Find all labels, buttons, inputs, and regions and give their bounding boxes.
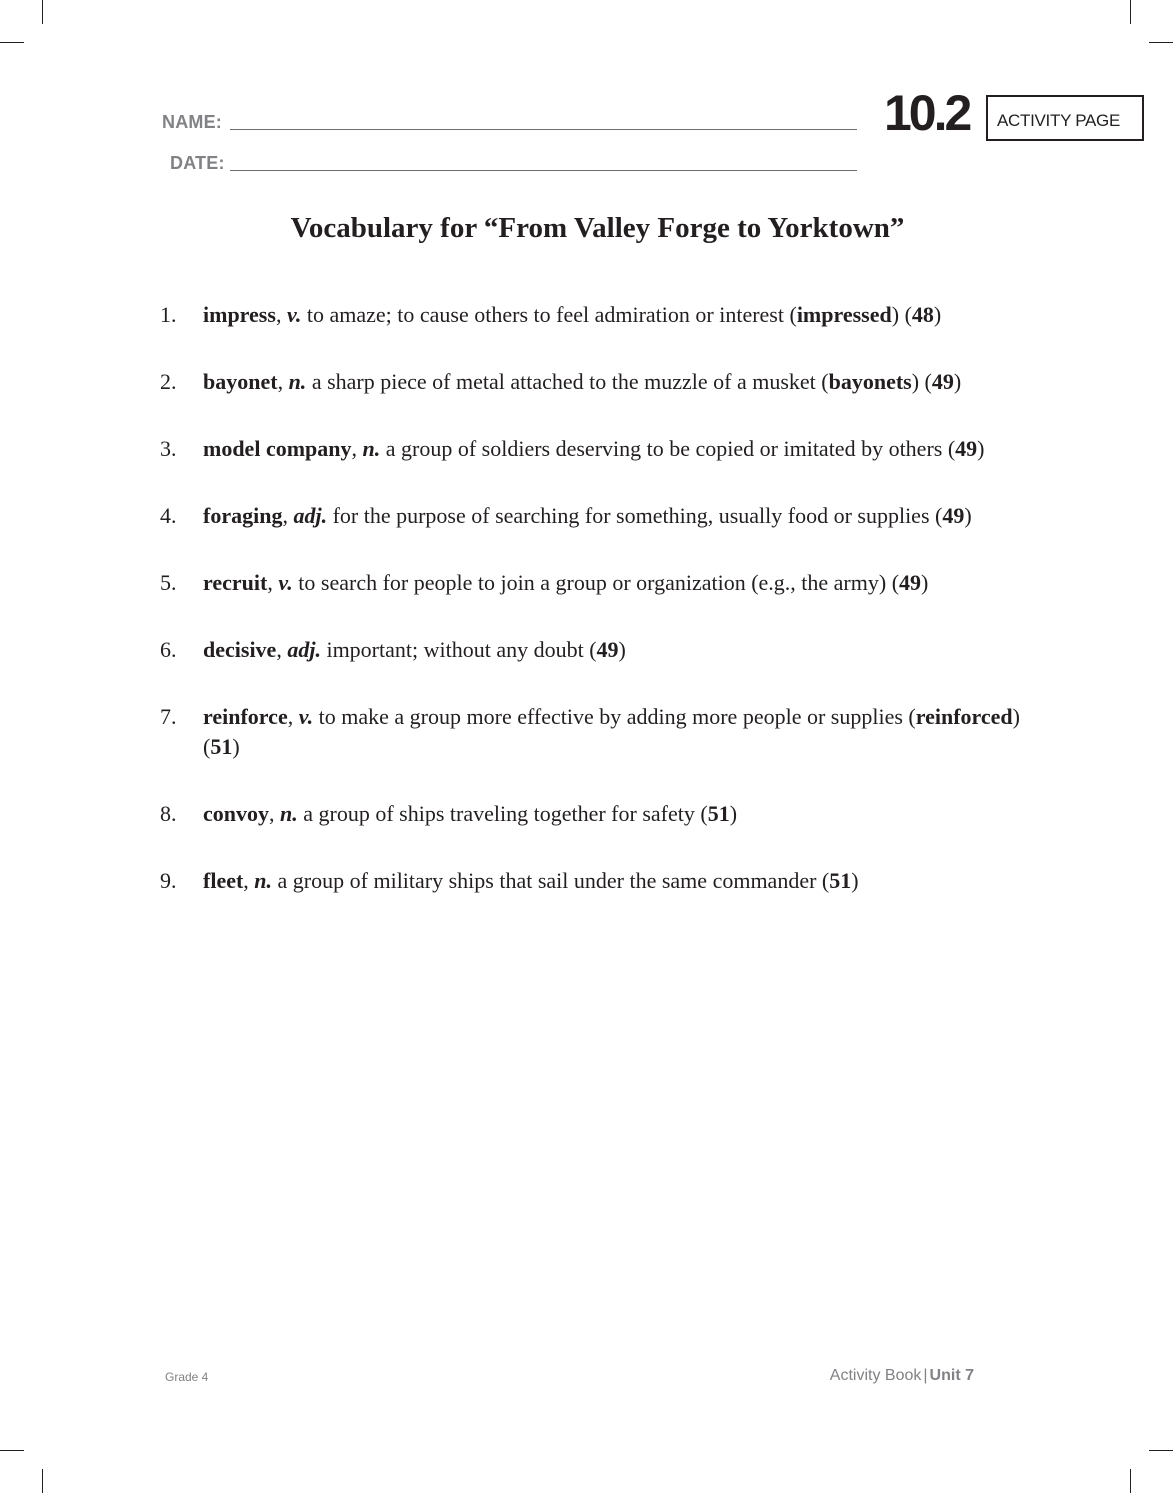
vocab-number: 9. — [160, 868, 177, 893]
vocab-item: 4. foraging, adj. for the purpose of searching for something, usually food or supplies (49) — [160, 501, 1040, 531]
name-field[interactable] — [230, 129, 857, 130]
vocab-item: 1. impress, v. to amaze; to cause others to feel admiration or interest (impressed) (48) — [160, 300, 1040, 330]
crop-mark — [0, 1450, 24, 1451]
vocab-term: reinforce — [203, 704, 288, 729]
date-label: DATE: — [170, 153, 225, 173]
vocab-definition: to search for people to join a group or organization (e.g., the army) — [298, 570, 887, 595]
vocab-term: bayonet — [203, 369, 278, 394]
vocab-definition: important; without any doubt — [326, 637, 584, 662]
vocab-item: 8. convoy, n. a group of ships traveling together for safety (51) — [160, 799, 1040, 829]
vocab-variant: reinforced — [915, 704, 1013, 729]
vocab-part-of-speech: v. — [278, 570, 293, 595]
vocab-part-of-speech: v. — [298, 704, 314, 729]
crop-mark — [1130, 1469, 1131, 1493]
vocabulary-list — [160, 300, 1040, 933]
vocab-term: decisive — [203, 637, 277, 662]
vocab-page-number: 48 — [911, 302, 934, 327]
footer-unit: Unit 7 — [929, 1367, 974, 1384]
date-field[interactable] — [230, 170, 857, 171]
vocab-item: 9. fleet, n. a group of military ships that sail under the same commander (51) — [160, 866, 1040, 896]
crop-mark — [1130, 0, 1131, 24]
name-label: NAME: — [162, 112, 222, 132]
crop-mark — [0, 42, 24, 43]
vocab-number: 6. — [160, 637, 177, 662]
vocab-number: 8. — [160, 801, 177, 826]
vocab-page-number: 49 — [955, 436, 978, 461]
footer-grade: Grade 4 — [165, 1370, 209, 1384]
vocab-part-of-speech: adj. — [287, 637, 321, 662]
crop-mark — [1149, 1450, 1173, 1451]
vocab-definition: to make a group more effective by adding more people or supplies — [318, 704, 903, 729]
vocab-term: recruit — [203, 570, 268, 595]
vocab-page-number: 49 — [931, 369, 954, 394]
vocab-term: fleet — [203, 868, 244, 893]
vocab-part-of-speech: adj. — [293, 503, 328, 528]
vocab-variant: bayonets — [828, 369, 912, 394]
page-title: Vocabulary for “From Valley Forge to Yorktown” — [290, 212, 905, 244]
activity-number: 10.2 — [884, 85, 970, 141]
crop-mark — [1149, 42, 1173, 43]
footer-book-unit — [830, 1367, 974, 1385]
vocab-page-number: 49 — [596, 637, 619, 662]
footer-separator: | — [923, 1367, 928, 1384]
vocab-page-number: 51 — [210, 734, 233, 759]
vocab-part-of-speech: n. — [254, 868, 273, 893]
vocab-number: 1. — [160, 302, 177, 327]
vocab-definition: a group of soldiers deserving to be copied or imitated by others — [385, 436, 943, 461]
activity-page-label: ACTIVITY PAGE — [986, 95, 1144, 141]
vocab-number: 3. — [160, 436, 177, 461]
vocab-item: 6. decisive, adj. important; without any doubt (49) — [160, 635, 1040, 665]
vocab-number: 4. — [160, 503, 177, 528]
vocab-item: 5. recruit, v. to search for people to join a group or organization (e.g., the army) (49) — [160, 568, 1040, 598]
vocab-item: 3. model company, n. a group of soldiers deserving to be copied or imitated by others (49) — [160, 434, 1040, 464]
vocab-page-number: 49 — [942, 503, 965, 528]
vocab-number: 2. — [160, 369, 177, 394]
vocab-item: 2. bayonet, n. a sharp piece of metal attached to the muzzle of a musket (bayonets) (49) — [160, 367, 1040, 397]
vocab-part-of-speech: n. — [288, 369, 307, 394]
vocab-variant: impressed — [796, 302, 892, 327]
vocab-term: model company — [203, 436, 352, 461]
vocab-item: 7. reinforce, v. to make a group more effective by adding more people or supplies (reinforced) (51) — [160, 704, 1020, 759]
crop-mark — [42, 1469, 43, 1493]
vocab-definition: a group of military ships that sail under the same commander — [277, 868, 817, 893]
vocab-part-of-speech: n. — [280, 801, 298, 826]
vocab-definition: a sharp piece of metal attached to the muzzle of a musket — [311, 369, 816, 394]
vocab-definition: a group of ships traveling together for safety — [303, 801, 695, 826]
vocab-definition: for the purpose of searching for something, usually food or supplies — [332, 503, 930, 528]
vocab-part-of-speech: n. — [362, 436, 381, 461]
vocab-definition: to amaze; to cause others to feel admiration or interest — [306, 302, 784, 327]
vocab-page-number: 51 — [707, 801, 730, 826]
crop-mark — [42, 0, 43, 24]
vocab-part-of-speech: v. — [286, 302, 302, 327]
footer-book: Activity Book — [829, 1367, 922, 1384]
vocab-term: impress — [203, 302, 276, 327]
vocab-number: 5. — [160, 570, 177, 595]
vocab-page-number: 49 — [899, 570, 922, 595]
vocab-page-number: 51 — [829, 868, 852, 893]
vocab-term: convoy — [203, 801, 269, 826]
vocab-number: 7. — [160, 704, 177, 729]
vocab-term: foraging — [203, 503, 283, 528]
